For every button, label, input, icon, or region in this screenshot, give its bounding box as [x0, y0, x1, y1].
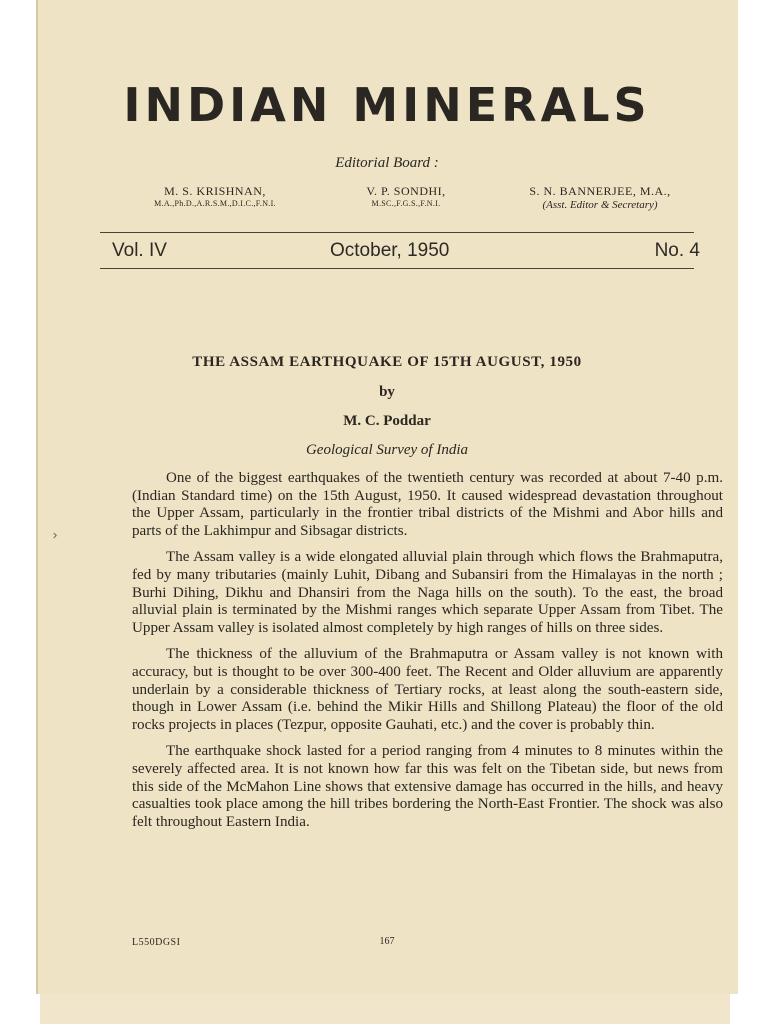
binding-mark: ⌃ [42, 529, 58, 542]
editor-name: V. P. SONDHI, [366, 184, 446, 198]
issue-number: No. 4 [654, 240, 700, 261]
journal-page [36, 0, 738, 994]
page-bottom-strip [40, 994, 730, 1024]
volume-label: Vol. IV [112, 240, 167, 261]
paragraph: One of the biggest earthquakes of the twentieth century was recorded at about 7-40 p.m. (Indian Standard time) on the 15th August, 1950. It caused widespread devastation throughout the Upper Assam, particularly in the frontier tribal districts of the Mishmi and Abor hills and parts of the Lakhimpur and Sibsagar districts. [132, 470, 723, 539]
byline: by [379, 384, 395, 400]
article-body [132, 470, 723, 840]
editorial-board-label: Editorial Board : [335, 155, 439, 171]
editor-name: M. S. KRISHNAN, [164, 184, 266, 198]
issue-line [112, 240, 700, 266]
editor-role: (Asst. Editor & Secretary) [542, 199, 658, 211]
editor-name: S. N. BANNERJEE, M.A., [529, 184, 671, 198]
editor-qualifications: M.SC.,F.G.S.,F.N.I. [371, 199, 441, 208]
paragraph: The thickness of the alluvium of the Brahmaputra or Assam valley is not known with accuracy, but is thought to be over 300-400 feet. The Recent and Older alluvium are apparently underlain by a considerable thickness of Tertiary rocks, at least along the south-eastern side, though in Lower Assam (i.e. behind the Mikir Hills and Shillong Plateau) the floor of the old rocks projects in places (Tezpur, opposite Gauhati, etc.) and the cover is probably thin. [132, 646, 723, 733]
journal-title: INDIAN MINERALS [123, 78, 651, 132]
header-rule-bottom [100, 268, 694, 269]
editor-qualifications: M.A.,Ph.D.,A.R.S.M.,D.I.C.,F.N.I. [154, 199, 276, 208]
page-number: 167 [379, 936, 395, 947]
editor-sondhi [328, 184, 484, 209]
paragraph: The Assam valley is a wide elongated alluvial plain through which flows the Brahmaputra, fed by many tributaries (mainly Luhit, Dibang and Subansiri from the Himalayas in the north ; Burhi Dihing, Dikhu and Dhansiri from the Naga hills on the south). To the east, the broad alluvial plain is terminated by the Mishmi ranges which separate Upper Assam from Tibet. The Upper Assam valley is isolated almost completely by high ranges of hills on three sides. [132, 549, 723, 636]
editor-krishnan [112, 184, 318, 209]
print-code: L550DGSI [132, 937, 181, 948]
header-rule-top [100, 232, 694, 233]
issue-date: October, 1950 [330, 240, 450, 261]
author-name: M. C. Poddar [343, 413, 431, 429]
editor-bannerjee [500, 184, 700, 213]
author-affiliation: Geological Survey of India [305, 442, 469, 458]
paragraph: The earthquake shock lasted for a period ranging from 4 minutes to 8 minutes within the severely affected area. It is not known how far this was felt on the Tibetan side, but news from this side of the McMahon Line shows that extensive damage has occurred in the hills, and heavy casualties took place among the hill tribes bordering the North-East Frontier. The shock was also felt throughout Eastern India. [132, 743, 723, 830]
article-title: THE ASSAM EARTHQUAKE OF 15TH AUGUST, 1950 [192, 354, 582, 370]
